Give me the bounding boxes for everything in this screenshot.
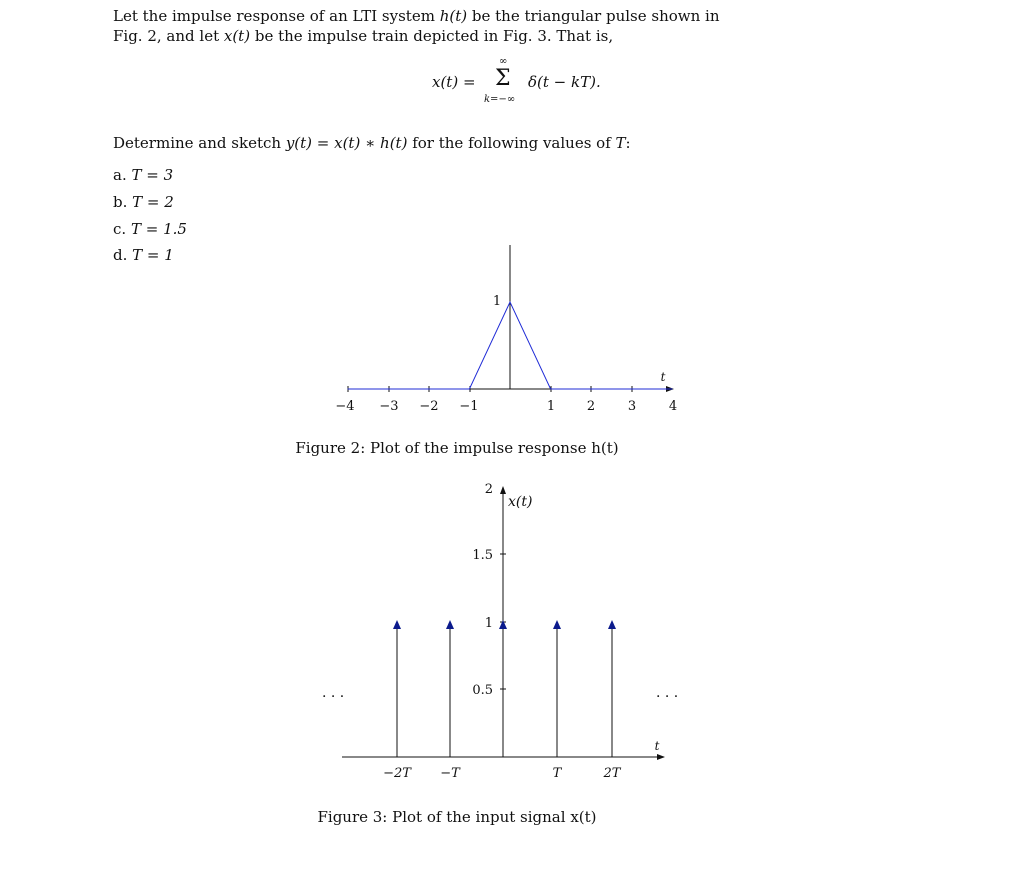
convolution-expression: y(t) = x(t) ∗ h(t) xyxy=(285,134,408,152)
question-suffix: for the following values of xyxy=(407,134,616,152)
fig3-y-tick-label: 1 xyxy=(484,616,493,631)
fig2-axis-label: t xyxy=(660,370,666,384)
fig2-peak-label: 1 xyxy=(492,294,502,309)
fig2-tick-label: −1 xyxy=(459,399,479,414)
fig3-left-ellipsis: · · · xyxy=(322,689,345,705)
intro-text: be the impulse train depicted in Fig. 3. That is, xyxy=(250,27,614,45)
fig3-impulse-arrowhead xyxy=(499,620,507,629)
fig2-caption: Figure 2: Plot of the impulse response h(t) xyxy=(295,439,619,457)
fig2-tick-label: −3 xyxy=(379,399,399,414)
question-prefix: Determine and sketch xyxy=(113,134,286,152)
fig2-tick-label: 2 xyxy=(586,399,596,414)
fig2-tick-label: 3 xyxy=(627,399,637,414)
fig2-tick-label: 1 xyxy=(546,399,556,414)
fig3-caption: Figure 3: Plot of the input signal x(t) xyxy=(317,808,597,826)
equation-lhs: x(t) = xyxy=(432,73,476,91)
fig3-y-tick-label: 1.5 xyxy=(472,548,493,563)
part-label: c. xyxy=(113,220,127,238)
fig3-impulse-arrowhead xyxy=(393,620,401,629)
h-symbol: h(t) xyxy=(439,7,468,25)
intro-text: be the triangular pulse shown in xyxy=(467,7,720,25)
sum-lower-limit: k=−∞ xyxy=(484,94,516,105)
part-value: T = 1 xyxy=(132,246,174,264)
part-value: T = 3 xyxy=(131,166,174,184)
part-label: a. xyxy=(113,166,127,184)
fig3-impulse-arrowhead xyxy=(446,620,454,629)
fig3-axis-label: t xyxy=(654,739,660,753)
sum-upper-limit: ∞ xyxy=(499,56,508,67)
fig3-x-tick-label: −T xyxy=(440,766,460,781)
fig3-x-tick-label: T xyxy=(552,766,562,781)
intro-text: Fig. 2, and let xyxy=(113,27,224,45)
fig3-right-ellipsis: · · · xyxy=(656,689,679,705)
part-label: d. xyxy=(113,246,128,264)
summation-sign: Σ xyxy=(495,66,511,91)
intro-text: Let the impulse response of an LTI system xyxy=(113,7,440,25)
fig3-x-tick-label: −2T xyxy=(383,766,411,781)
fig3-impulse-arrowhead xyxy=(553,620,561,629)
x-symbol: x(t) xyxy=(223,27,251,45)
equation-rhs: δ(t − kT). xyxy=(528,73,601,91)
fig3-impulse-arrowhead xyxy=(608,620,616,629)
part-label: b. xyxy=(113,193,128,211)
fig3-y-tick-label: 2 xyxy=(484,482,493,497)
part-value: T = 1.5 xyxy=(130,220,187,238)
part-value: T = 2 xyxy=(132,193,174,211)
fig3-x-tick-label: 2T xyxy=(603,766,621,781)
fig3-y-tick-label: 0.5 xyxy=(472,683,493,698)
fig2-tick-label: −2 xyxy=(419,399,439,414)
fig2-tick-label: −4 xyxy=(335,399,355,414)
fig2-tick-label: 4 xyxy=(668,399,678,414)
T-symbol: T xyxy=(615,134,626,152)
question-end: : xyxy=(625,134,631,152)
fig3-signal-label: x(t) xyxy=(508,494,533,510)
